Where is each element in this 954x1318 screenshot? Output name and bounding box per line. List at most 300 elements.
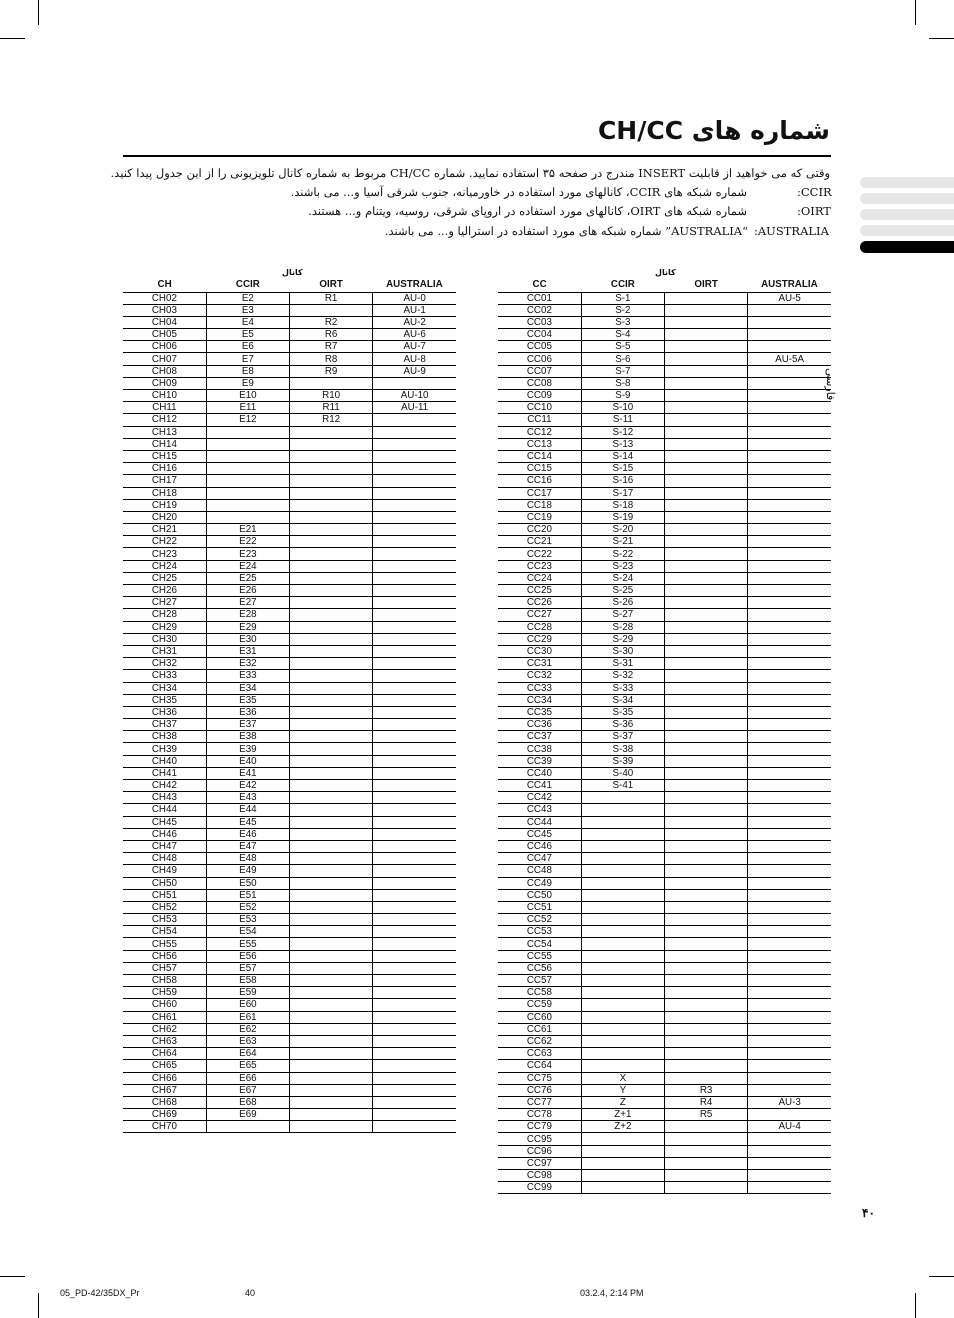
table-row bbox=[498, 706, 831, 718]
table-cell bbox=[665, 548, 748, 560]
table-cell: CH70 bbox=[123, 1121, 206, 1133]
table-cell: E42 bbox=[206, 780, 289, 792]
table-cell: CH18 bbox=[123, 487, 206, 499]
table-cell bbox=[665, 780, 748, 792]
table-cell: E33 bbox=[206, 670, 289, 682]
table-cell: S-5 bbox=[581, 341, 664, 353]
table-cell bbox=[373, 828, 456, 840]
table-row bbox=[498, 524, 831, 536]
table-cell: CH41 bbox=[123, 767, 206, 779]
table-cell: E54 bbox=[206, 926, 289, 938]
table-row bbox=[498, 402, 831, 414]
table-cell: E3 bbox=[206, 304, 289, 316]
table-cell: CC49 bbox=[498, 877, 581, 889]
table-cell: CH35 bbox=[123, 694, 206, 706]
table-row bbox=[123, 633, 456, 645]
table-cell bbox=[581, 999, 664, 1011]
right-group-header: کانال bbox=[655, 268, 676, 277]
table-row bbox=[498, 719, 831, 731]
table-cell bbox=[665, 414, 748, 426]
table-cell bbox=[290, 926, 373, 938]
table-cell: AU-7 bbox=[373, 341, 456, 353]
table-row bbox=[498, 767, 831, 779]
table-cell: E9 bbox=[206, 377, 289, 389]
table-cell bbox=[748, 341, 831, 353]
table-cell: CC63 bbox=[498, 1048, 581, 1060]
table-cell: CH47 bbox=[123, 840, 206, 852]
table-row bbox=[123, 463, 456, 475]
table-cell: CC21 bbox=[498, 536, 581, 548]
table-row bbox=[498, 1023, 831, 1035]
table-cell bbox=[665, 1133, 748, 1145]
column-header: OIRT bbox=[665, 279, 748, 292]
table-row bbox=[123, 682, 456, 694]
table-cell bbox=[665, 767, 748, 779]
table-cell: E25 bbox=[206, 572, 289, 584]
table-cell bbox=[748, 1072, 831, 1084]
table-cell bbox=[290, 475, 373, 487]
table-cell bbox=[748, 487, 831, 499]
table-row bbox=[498, 962, 831, 974]
table-row bbox=[498, 1011, 831, 1023]
table-cell bbox=[665, 329, 748, 341]
table-cell bbox=[206, 487, 289, 499]
table-cell: CC29 bbox=[498, 633, 581, 645]
table-cell: CH45 bbox=[123, 816, 206, 828]
language-tab bbox=[860, 225, 954, 236]
column-header: CC bbox=[498, 279, 581, 292]
table-cell: S-35 bbox=[581, 706, 664, 718]
table-row bbox=[123, 658, 456, 670]
table-cell bbox=[748, 329, 831, 341]
table-row bbox=[123, 962, 456, 974]
table-row bbox=[498, 1145, 831, 1157]
table-cell bbox=[748, 914, 831, 926]
table-cell bbox=[748, 633, 831, 645]
table-row bbox=[498, 889, 831, 901]
table-row bbox=[498, 353, 831, 365]
table-row bbox=[123, 499, 456, 511]
table-row bbox=[498, 536, 831, 548]
table-cell bbox=[665, 560, 748, 572]
table-cell bbox=[748, 402, 831, 414]
table-cell: CH16 bbox=[123, 463, 206, 475]
table-cell: E5 bbox=[206, 329, 289, 341]
table-cell bbox=[748, 792, 831, 804]
table-cell: E29 bbox=[206, 621, 289, 633]
table-cell bbox=[290, 828, 373, 840]
table-cell: AU-6 bbox=[373, 329, 456, 341]
table-cell bbox=[665, 511, 748, 523]
table-cell: CH61 bbox=[123, 1011, 206, 1023]
table-cell: CH11 bbox=[123, 402, 206, 414]
table-cell bbox=[748, 658, 831, 670]
table-row bbox=[498, 865, 831, 877]
table-cell: E27 bbox=[206, 597, 289, 609]
table-row bbox=[123, 743, 456, 755]
table-row bbox=[498, 645, 831, 657]
table-row bbox=[123, 1023, 456, 1035]
crop-mark bbox=[929, 1276, 954, 1277]
table-cell bbox=[373, 731, 456, 743]
table-cell: R10 bbox=[290, 390, 373, 402]
table-cell: S-19 bbox=[581, 511, 664, 523]
table-cell bbox=[290, 1084, 373, 1096]
table-row bbox=[498, 1060, 831, 1072]
table-cell: CC78 bbox=[498, 1109, 581, 1121]
table-cell: CC14 bbox=[498, 450, 581, 462]
table-cell: CH10 bbox=[123, 390, 206, 402]
table-cell: CH26 bbox=[123, 585, 206, 597]
table-cell: CC53 bbox=[498, 926, 581, 938]
table-cell bbox=[373, 706, 456, 718]
table-row bbox=[123, 1048, 456, 1060]
table-cell bbox=[290, 731, 373, 743]
table-cell bbox=[373, 426, 456, 438]
table-cell: S-30 bbox=[581, 645, 664, 657]
table-cell: E66 bbox=[206, 1072, 289, 1084]
table-cell bbox=[290, 1048, 373, 1060]
crop-mark bbox=[0, 1276, 25, 1277]
table-cell bbox=[373, 1109, 456, 1121]
table-row bbox=[123, 914, 456, 926]
table-row bbox=[123, 901, 456, 913]
table-cell bbox=[290, 999, 373, 1011]
table-cell: S-41 bbox=[581, 780, 664, 792]
table-cell bbox=[373, 633, 456, 645]
table-cell bbox=[290, 1121, 373, 1133]
table-cell bbox=[373, 999, 456, 1011]
table-cell: CC56 bbox=[498, 962, 581, 974]
table-row bbox=[498, 499, 831, 511]
table-cell bbox=[665, 621, 748, 633]
table-row bbox=[498, 1035, 831, 1047]
table-cell bbox=[373, 377, 456, 389]
table-cell bbox=[290, 719, 373, 731]
table-row bbox=[498, 597, 831, 609]
table-cell bbox=[665, 633, 748, 645]
right-channel-table bbox=[498, 279, 831, 1194]
table-cell bbox=[748, 731, 831, 743]
table-cell bbox=[748, 755, 831, 767]
table-cell: CC77 bbox=[498, 1096, 581, 1108]
table-cell: CC13 bbox=[498, 438, 581, 450]
table-cell: CH60 bbox=[123, 999, 206, 1011]
table-cell: CC61 bbox=[498, 1023, 581, 1035]
table-row bbox=[123, 804, 456, 816]
table-cell bbox=[290, 682, 373, 694]
table-cell bbox=[665, 755, 748, 767]
table-cell: CC75 bbox=[498, 1072, 581, 1084]
table-cell: S-34 bbox=[581, 694, 664, 706]
table-cell bbox=[373, 743, 456, 755]
table-cell bbox=[206, 1121, 289, 1133]
table-cell bbox=[748, 926, 831, 938]
table-cell: E50 bbox=[206, 877, 289, 889]
table-cell bbox=[581, 865, 664, 877]
table-cell: CC26 bbox=[498, 597, 581, 609]
table-cell bbox=[665, 463, 748, 475]
table-cell bbox=[748, 597, 831, 609]
table-cell bbox=[373, 1121, 456, 1133]
table-cell: CC99 bbox=[498, 1182, 581, 1194]
table-cell bbox=[748, 1048, 831, 1060]
table-cell: S-13 bbox=[581, 438, 664, 450]
table-cell: R5 bbox=[665, 1109, 748, 1121]
table-cell: CH48 bbox=[123, 853, 206, 865]
table-row bbox=[123, 487, 456, 499]
table-cell bbox=[373, 865, 456, 877]
table-cell: S-33 bbox=[581, 682, 664, 694]
table-cell bbox=[373, 524, 456, 536]
table-cell bbox=[290, 1109, 373, 1121]
table-cell: CC79 bbox=[498, 1121, 581, 1133]
table-cell: CC04 bbox=[498, 329, 581, 341]
table-row bbox=[123, 365, 456, 377]
table-cell: CH32 bbox=[123, 658, 206, 670]
table-cell: E26 bbox=[206, 585, 289, 597]
table-cell: CC15 bbox=[498, 463, 581, 475]
table-cell bbox=[373, 840, 456, 852]
table-cell bbox=[581, 1011, 664, 1023]
table-row bbox=[123, 694, 456, 706]
table-cell: CC38 bbox=[498, 743, 581, 755]
table-cell bbox=[748, 645, 831, 657]
table-row bbox=[123, 536, 456, 548]
table-cell bbox=[748, 609, 831, 621]
table-cell bbox=[290, 877, 373, 889]
table-row bbox=[498, 633, 831, 645]
table-cell bbox=[290, 670, 373, 682]
table-cell: CH49 bbox=[123, 865, 206, 877]
crop-mark bbox=[0, 38, 25, 39]
table-cell: S-12 bbox=[581, 426, 664, 438]
table-cell bbox=[748, 706, 831, 718]
table-row bbox=[498, 1072, 831, 1084]
table-cell: AU-11 bbox=[373, 402, 456, 414]
table-cell bbox=[206, 426, 289, 438]
table-cell bbox=[665, 365, 748, 377]
table-row bbox=[123, 1060, 456, 1072]
table-row bbox=[498, 926, 831, 938]
table-row bbox=[498, 877, 831, 889]
table-cell: CH29 bbox=[123, 621, 206, 633]
table-cell bbox=[748, 962, 831, 974]
language-tab bbox=[860, 177, 954, 188]
table-cell: CH19 bbox=[123, 499, 206, 511]
table-cell bbox=[581, 853, 664, 865]
table-row bbox=[123, 670, 456, 682]
table-cell bbox=[665, 962, 748, 974]
table-row bbox=[123, 719, 456, 731]
table-cell: R6 bbox=[290, 329, 373, 341]
table-cell: R1 bbox=[290, 292, 373, 304]
table-row bbox=[123, 560, 456, 572]
table-cell bbox=[665, 645, 748, 657]
table-cell bbox=[665, 828, 748, 840]
table-row bbox=[123, 731, 456, 743]
table-row bbox=[498, 1121, 831, 1133]
table-cell bbox=[581, 926, 664, 938]
table-cell bbox=[290, 767, 373, 779]
intro-line: وقتی که می خواهید از قابلیت INSERT مندرج در صفحه ۳۵ استفاده نمایید. شماره CH/CC مربوط به شماره کانال تلویزیونی را از این جدول پیدا کنید. bbox=[110, 166, 830, 180]
table-row bbox=[498, 414, 831, 426]
table-row bbox=[498, 511, 831, 523]
table-row bbox=[123, 840, 456, 852]
table-cell: CH02 bbox=[123, 292, 206, 304]
table-row bbox=[123, 304, 456, 316]
table-cell: E4 bbox=[206, 316, 289, 328]
table-cell: CC09 bbox=[498, 390, 581, 402]
table-cell: AU-9 bbox=[373, 365, 456, 377]
table-cell bbox=[290, 511, 373, 523]
table-cell bbox=[665, 1145, 748, 1157]
table-cell: CC54 bbox=[498, 938, 581, 950]
table-row bbox=[123, 755, 456, 767]
table-cell: CC62 bbox=[498, 1035, 581, 1047]
table-cell bbox=[373, 572, 456, 584]
table-row bbox=[123, 1096, 456, 1108]
table-row bbox=[123, 1072, 456, 1084]
table-cell bbox=[748, 475, 831, 487]
table-cell bbox=[748, 548, 831, 560]
table-cell: E60 bbox=[206, 999, 289, 1011]
table-cell: S-2 bbox=[581, 304, 664, 316]
table-cell: CC30 bbox=[498, 645, 581, 657]
table-cell bbox=[373, 438, 456, 450]
table-cell: CC55 bbox=[498, 950, 581, 962]
table-row bbox=[498, 975, 831, 987]
table-cell: S-16 bbox=[581, 475, 664, 487]
table-row bbox=[123, 341, 456, 353]
table-cell bbox=[665, 865, 748, 877]
table-cell: E38 bbox=[206, 731, 289, 743]
table-cell bbox=[373, 450, 456, 462]
table-cell bbox=[373, 1060, 456, 1072]
table-cell: CC17 bbox=[498, 487, 581, 499]
table-cell: CH56 bbox=[123, 950, 206, 962]
table-cell bbox=[290, 621, 373, 633]
table-cell bbox=[748, 1170, 831, 1182]
table-cell: CC47 bbox=[498, 853, 581, 865]
table-cell bbox=[665, 658, 748, 670]
table-cell: CC02 bbox=[498, 304, 581, 316]
footer-file: 05_PD-42/35DX_Pr bbox=[60, 1288, 140, 1298]
table-cell bbox=[748, 1084, 831, 1096]
table-cell bbox=[665, 1157, 748, 1169]
table-cell bbox=[665, 792, 748, 804]
table-cell bbox=[373, 1096, 456, 1108]
table-cell bbox=[581, 975, 664, 987]
table-cell bbox=[373, 804, 456, 816]
table-cell: CC44 bbox=[498, 816, 581, 828]
table-cell: CH44 bbox=[123, 804, 206, 816]
table-cell bbox=[748, 1157, 831, 1169]
table-row bbox=[123, 877, 456, 889]
table-cell: S-28 bbox=[581, 621, 664, 633]
table-cell bbox=[748, 889, 831, 901]
table-row bbox=[498, 377, 831, 389]
oirt-label: :OIRT bbox=[797, 204, 831, 218]
column-header: AUSTRALIA bbox=[373, 279, 456, 292]
table-cell bbox=[581, 950, 664, 962]
table-cell bbox=[373, 609, 456, 621]
table-cell: S-4 bbox=[581, 329, 664, 341]
table-cell: CC76 bbox=[498, 1084, 581, 1096]
table-cell: CC08 bbox=[498, 377, 581, 389]
table-cell bbox=[665, 670, 748, 682]
table-cell: E39 bbox=[206, 743, 289, 755]
table-row bbox=[123, 706, 456, 718]
table-cell: S-32 bbox=[581, 670, 664, 682]
table-cell bbox=[290, 487, 373, 499]
table-cell bbox=[748, 975, 831, 987]
page-title: شماره های CH/CC bbox=[597, 116, 830, 145]
table-cell bbox=[290, 463, 373, 475]
table-cell: E45 bbox=[206, 816, 289, 828]
table-row bbox=[498, 682, 831, 694]
table-cell bbox=[373, 901, 456, 913]
table-cell: E23 bbox=[206, 548, 289, 560]
column-header: CH bbox=[123, 279, 206, 292]
table-cell bbox=[290, 950, 373, 962]
table-cell bbox=[748, 670, 831, 682]
table-cell: E61 bbox=[206, 1011, 289, 1023]
ccir-text: شماره شبکه های CCIR، کانالهای مورد استفاده در خاورمیانه، جنوب شرقی آسیا و... می باشند. bbox=[290, 185, 747, 199]
table-cell bbox=[290, 1023, 373, 1035]
table-row bbox=[498, 438, 831, 450]
table-cell: CC10 bbox=[498, 402, 581, 414]
table-cell: S-21 bbox=[581, 536, 664, 548]
table-cell bbox=[748, 804, 831, 816]
table-row bbox=[498, 292, 831, 304]
table-row bbox=[123, 865, 456, 877]
table-cell: S-17 bbox=[581, 487, 664, 499]
title-rule bbox=[123, 155, 831, 157]
table-cell: CC19 bbox=[498, 511, 581, 523]
table-cell bbox=[581, 1157, 664, 1169]
table-cell: CC03 bbox=[498, 316, 581, 328]
table-cell bbox=[665, 390, 748, 402]
table-cell: CH50 bbox=[123, 877, 206, 889]
table-cell bbox=[665, 840, 748, 852]
table-cell bbox=[665, 292, 748, 304]
table-cell bbox=[665, 1170, 748, 1182]
table-cell bbox=[748, 621, 831, 633]
table-row bbox=[498, 670, 831, 682]
table-cell: R9 bbox=[290, 365, 373, 377]
table-cell bbox=[373, 1084, 456, 1096]
column-header: AUSTRALIA bbox=[748, 279, 831, 292]
table-cell bbox=[373, 511, 456, 523]
table-cell: CC25 bbox=[498, 585, 581, 597]
table-cell: CH12 bbox=[123, 414, 206, 426]
table-cell: CC27 bbox=[498, 609, 581, 621]
table-cell bbox=[665, 926, 748, 938]
table-cell: CC46 bbox=[498, 840, 581, 852]
table-row bbox=[123, 792, 456, 804]
table-cell bbox=[290, 743, 373, 755]
table-cell bbox=[373, 463, 456, 475]
table-cell bbox=[748, 877, 831, 889]
table-row bbox=[123, 975, 456, 987]
table-cell: CC36 bbox=[498, 719, 581, 731]
table-cell bbox=[290, 865, 373, 877]
australia-text: “AUSTRALIA” شماره شبکه های مورد استفاده در استرالیا و... می باشند. bbox=[384, 224, 748, 238]
table-cell: S-3 bbox=[581, 316, 664, 328]
footer-date: 03.2.4, 2:14 PM bbox=[580, 1288, 644, 1298]
table-cell: CC40 bbox=[498, 767, 581, 779]
